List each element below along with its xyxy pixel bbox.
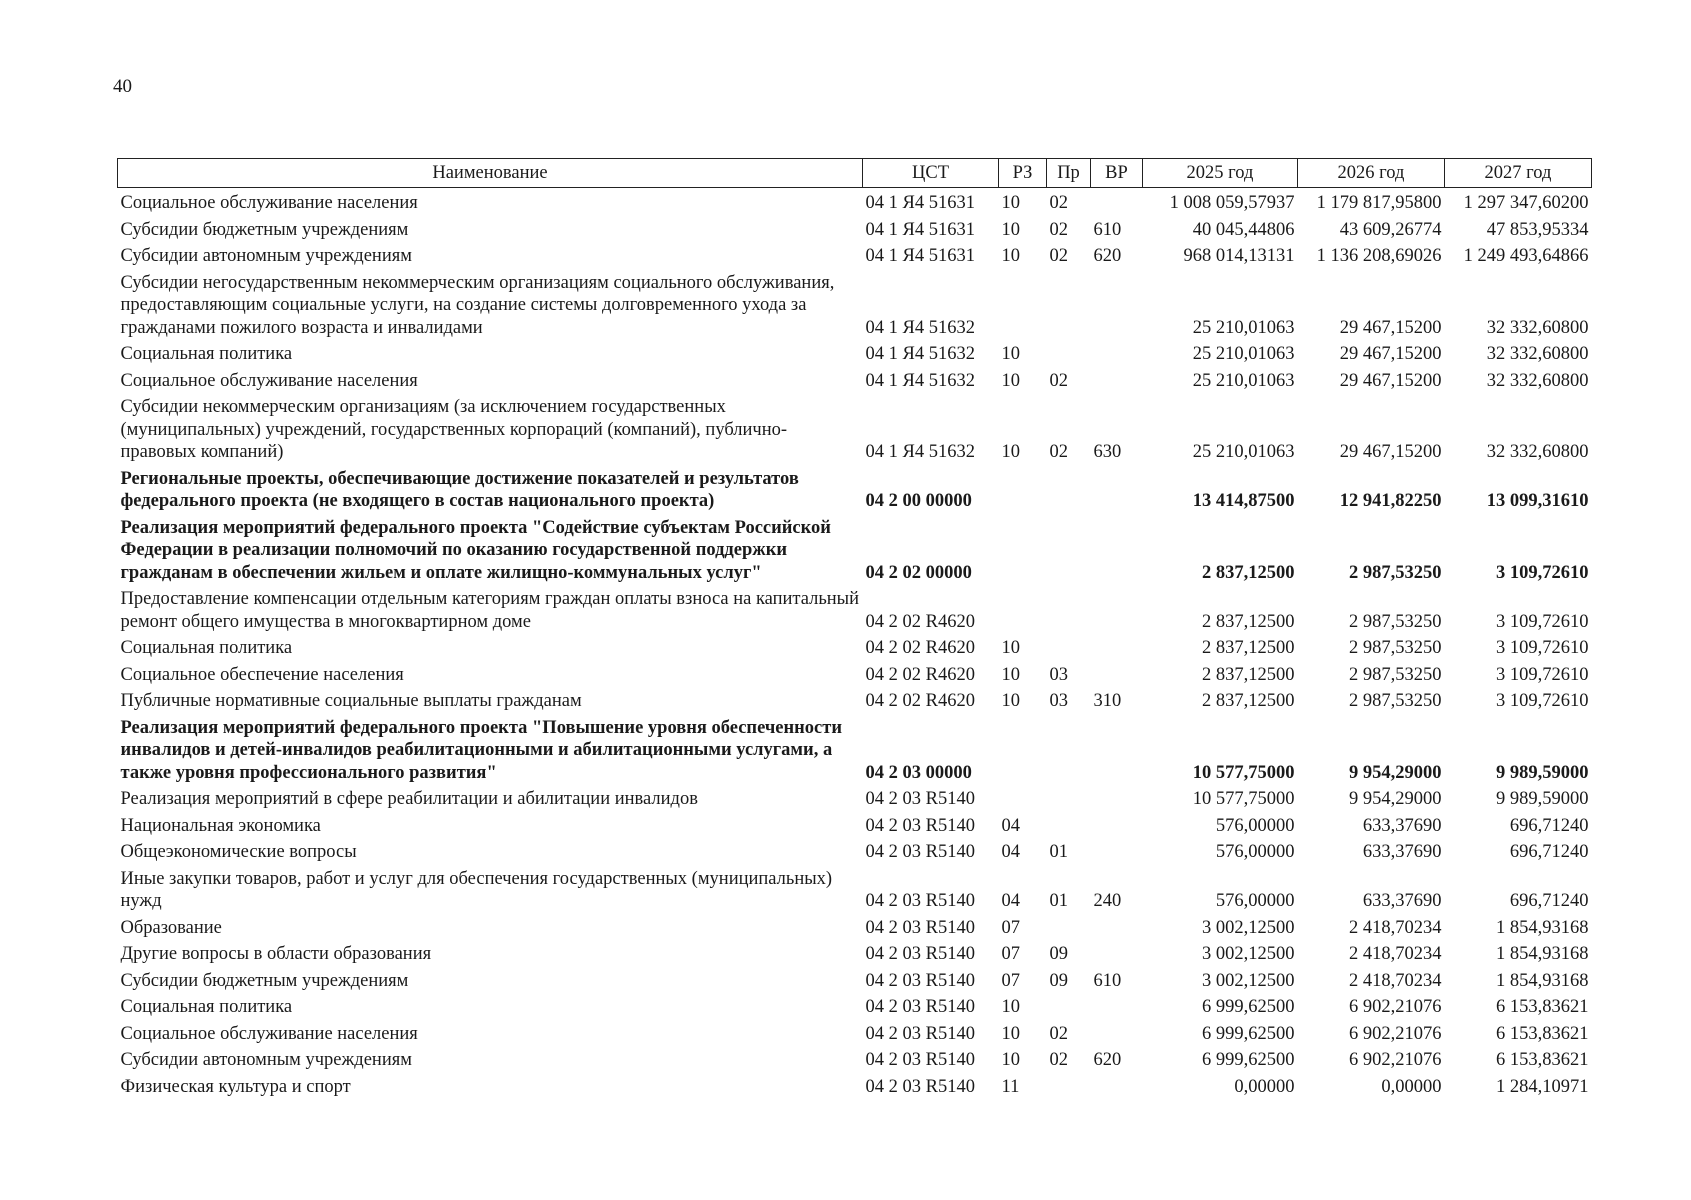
row-2026: 29 467,15200 (1339, 317, 1442, 338)
row-vr (1091, 339, 1143, 366)
row-name: Национальная экономика (120, 815, 321, 836)
row-2027: 6 153,83621 (1496, 997, 1589, 1017)
budget-table (117, 158, 1592, 1098)
table-row (118, 268, 1592, 340)
row-2025: 2 837,12500 (1202, 691, 1295, 711)
header-2027: 2027 год (1445, 159, 1592, 188)
row-cst: 04 2 02 R4620 (865, 611, 975, 632)
row-2025: 968 014,13131 (1183, 246, 1295, 266)
table-row (118, 215, 1592, 242)
table-row (118, 939, 1592, 966)
row-cst: 04 2 03 R5140 (865, 842, 975, 862)
row-2027: 32 332,60800 (1486, 317, 1589, 338)
row-name: Субсидии автономным учреждениям (120, 246, 412, 266)
row-rz (999, 464, 1047, 513)
row-pr: 09 (1049, 970, 1068, 991)
table-row (118, 864, 1592, 913)
row-2025: 10 577,75000 (1192, 789, 1295, 809)
row-2026: 6 902,21076 (1349, 997, 1442, 1017)
row-2026: 633,37690 (1362, 815, 1442, 836)
row-vr (1091, 464, 1143, 513)
row-2027: 3 109,72610 (1496, 562, 1589, 583)
row-rz (999, 784, 1047, 811)
row-cst: 04 2 03 R5140 (865, 891, 975, 911)
row-2026: 2 987,53250 (1349, 611, 1442, 632)
row-vr (1091, 1019, 1143, 1046)
table-row (118, 1072, 1592, 1099)
row-2027: 9 989,59000 (1496, 789, 1589, 809)
row-rz: 10 (1001, 997, 1020, 1017)
row-2025: 3 002,12500 (1202, 944, 1295, 964)
row-cst: 04 2 03 R5140 (865, 997, 975, 1017)
row-2026: 2 987,53250 (1349, 691, 1442, 711)
table-row (118, 513, 1592, 585)
row-pr: 02 (1049, 442, 1068, 462)
row-2026: 29 467,15200 (1339, 442, 1442, 462)
row-rz (999, 713, 1047, 785)
row-2027: 696,71240 (1509, 815, 1589, 836)
row-name: Социальное обслуживание населения (120, 193, 418, 213)
row-name: Иные закупки товаров, работ и услуг для обеспечения государственных (муниципальных) нужд (120, 868, 833, 911)
row-rz: 10 (1001, 344, 1020, 364)
header-pr: Пр (1047, 159, 1091, 188)
row-rz (999, 513, 1047, 585)
row-2027: 696,71240 (1509, 891, 1589, 911)
row-2025: 40 045,44806 (1192, 219, 1295, 240)
row-2027: 3 109,72610 (1496, 664, 1589, 685)
row-2026: 2 418,70234 (1349, 917, 1442, 938)
row-rz: 10 (1001, 1050, 1020, 1070)
row-rz: 10 (1001, 691, 1020, 711)
row-pr: 01 (1049, 891, 1068, 911)
header-2025: 2025 год (1143, 159, 1298, 188)
row-rz: 10 (1001, 370, 1020, 391)
row-rz: 07 (1001, 917, 1020, 938)
row-name: Субсидии негосударственным некоммерческим организациям социального обслуживания, предоставляющим социальные услуги, на создание системы долговременного ухода за гражданами пожилого возраста и инвалидами (120, 272, 835, 338)
row-pr (1047, 464, 1091, 513)
row-pr (1047, 811, 1091, 838)
row-name: Субсидии автономным учреждениям (120, 1050, 412, 1070)
row-pr (1047, 784, 1091, 811)
row-2025: 6 999,62500 (1202, 1050, 1295, 1070)
row-2027: 6 153,83621 (1496, 1050, 1589, 1070)
row-2025: 25 210,01063 (1192, 317, 1295, 338)
row-rz: 11 (1001, 1076, 1020, 1097)
row-cst: 04 2 03 R5140 (865, 917, 975, 938)
row-vr (1091, 513, 1143, 585)
row-vr (1091, 713, 1143, 785)
row-rz: 10 (1001, 638, 1020, 658)
row-2026: 9 954,29000 (1349, 762, 1442, 783)
row-pr (1047, 713, 1091, 785)
table-row (118, 339, 1592, 366)
row-name: Общеэкономические вопросы (120, 842, 357, 862)
row-pr (1047, 584, 1091, 633)
row-pr: 02 (1049, 219, 1068, 240)
table-row (118, 392, 1592, 464)
row-name: Предоставление компенсации отдельным категориям граждан оплаты взноса на капитальный ремонт общего имущества в многоквартирном доме (120, 589, 860, 632)
row-2026: 6 902,21076 (1349, 1023, 1442, 1044)
row-2026: 12 941,82250 (1339, 491, 1442, 511)
row-cst: 04 1 Я4 51632 (865, 442, 975, 462)
header-2026: 2026 год (1298, 159, 1445, 188)
row-2025: 3 002,12500 (1202, 970, 1295, 991)
row-2027: 1 854,93168 (1496, 917, 1589, 938)
row-pr: 09 (1049, 944, 1068, 964)
row-vr (1091, 784, 1143, 811)
row-vr (1091, 188, 1143, 215)
row-cst: 04 1 Я4 51631 (865, 246, 975, 266)
row-cst: 04 2 03 R5140 (865, 1050, 975, 1070)
row-pr: 02 (1049, 193, 1068, 213)
row-name: Социальное обеспечение населения (120, 664, 404, 685)
row-2025: 6 999,62500 (1202, 997, 1295, 1017)
row-name: Социальное обслуживание населения (120, 1023, 418, 1044)
row-cst: 04 2 02 R4620 (865, 691, 975, 711)
row-vr (1091, 584, 1143, 633)
row-rz: 04 (1001, 891, 1020, 911)
table-row (118, 713, 1592, 785)
row-2025: 10 577,75000 (1192, 762, 1295, 783)
page-number: 40 (113, 76, 132, 97)
row-2025: 25 210,01063 (1192, 370, 1295, 391)
row-rz (999, 268, 1047, 340)
row-name: Субсидии бюджетным учреждениям (120, 219, 409, 240)
row-cst: 04 2 03 R5140 (865, 944, 975, 964)
row-name: Региональные проекты, обеспечивающие достижение показателей и результатов федерального проекта (не входящего в состав национального проекта) (120, 468, 799, 511)
table-row (118, 686, 1592, 713)
table-row (118, 784, 1592, 811)
row-vr (1091, 811, 1143, 838)
row-2027: 3 109,72610 (1496, 691, 1589, 711)
row-2026: 633,37690 (1362, 891, 1442, 911)
row-2025: 2 837,12500 (1202, 638, 1295, 658)
row-name: Субсидии бюджетным учреждениям (120, 970, 409, 991)
row-vr (1091, 633, 1143, 660)
table-row (118, 633, 1592, 660)
row-cst: 04 2 03 R5140 (865, 1023, 975, 1044)
row-vr (1091, 992, 1143, 1019)
header-cst: ЦСТ (863, 159, 999, 188)
row-pr (1047, 513, 1091, 585)
row-rz: 10 (1001, 1023, 1020, 1044)
row-2026: 6 902,21076 (1349, 1050, 1442, 1070)
row-2027: 1 854,93168 (1496, 944, 1589, 964)
row-2027: 3 109,72610 (1496, 611, 1589, 632)
row-pr (1047, 1072, 1091, 1099)
row-cst: 04 1 Я4 51632 (865, 344, 975, 364)
row-2027: 9 989,59000 (1496, 762, 1589, 783)
row-name: Реализация мероприятий федерального проекта "Содействие субъектам Российской Федерации в реализации полномочий по оказанию государственной поддержки гражданам в обеспечении жильем и оплате жилищно-коммунальных услуг" (120, 517, 831, 583)
row-cst: 04 2 00 00000 (865, 491, 972, 511)
row-vr: 240 (1093, 891, 1122, 911)
row-cst: 04 2 02 R4620 (865, 638, 975, 658)
row-2025: 25 210,01063 (1192, 442, 1295, 462)
row-cst: 04 2 03 R5140 (865, 815, 975, 836)
table-row (118, 1019, 1592, 1046)
row-2026: 29 467,15200 (1339, 370, 1442, 391)
table-row (118, 913, 1592, 940)
table-row (118, 811, 1592, 838)
row-2026: 2 987,53250 (1349, 664, 1442, 685)
row-name: Публичные нормативные социальные выплаты гражданам (120, 691, 582, 711)
row-vr (1091, 366, 1143, 393)
row-vr: 620 (1093, 246, 1122, 266)
table-row (118, 464, 1592, 513)
row-cst: 04 2 03 R5140 (865, 970, 975, 991)
row-2027: 32 332,60800 (1486, 370, 1589, 391)
row-vr (1091, 939, 1143, 966)
row-cst: 04 2 02 R4620 (865, 664, 975, 685)
row-2025: 1 008 059,57937 (1169, 193, 1295, 213)
row-vr (1091, 660, 1143, 687)
row-pr (1047, 633, 1091, 660)
row-2027: 32 332,60800 (1486, 442, 1589, 462)
table-row (118, 584, 1592, 633)
table-row (118, 966, 1592, 993)
header-vr: ВР (1091, 159, 1143, 188)
row-pr (1047, 913, 1091, 940)
row-pr: 02 (1049, 370, 1068, 391)
row-rz (999, 584, 1047, 633)
row-pr: 03 (1049, 691, 1068, 711)
row-2027: 32 332,60800 (1486, 344, 1589, 364)
row-cst: 04 2 03 00000 (865, 762, 972, 783)
row-2026: 2 987,53250 (1349, 638, 1442, 658)
row-name: Реализация мероприятий в сфере реабилитации и абилитации инвалидов (120, 789, 698, 809)
row-2026: 1 179 817,95800 (1316, 193, 1442, 213)
row-2025: 576,00000 (1215, 815, 1295, 836)
row-rz: 10 (1001, 442, 1020, 462)
row-vr: 620 (1093, 1050, 1122, 1070)
row-rz: 10 (1001, 246, 1020, 266)
row-2025: 3 002,12500 (1202, 917, 1295, 938)
row-name: Физическая культура и спорт (120, 1076, 351, 1097)
row-vr (1091, 837, 1143, 864)
header-name: Наименование (118, 159, 863, 188)
row-2026: 43 609,26774 (1339, 219, 1442, 240)
row-2025: 0,00000 (1234, 1076, 1295, 1097)
row-vr: 610 (1093, 219, 1122, 240)
table-row (118, 992, 1592, 1019)
table-row (118, 241, 1592, 268)
row-vr (1091, 268, 1143, 340)
row-2026: 633,37690 (1362, 842, 1442, 862)
row-cst: 04 1 Я4 51632 (865, 317, 975, 338)
row-pr: 03 (1049, 664, 1068, 685)
row-pr: 02 (1049, 1050, 1068, 1070)
row-vr: 630 (1093, 442, 1122, 462)
table-body (118, 188, 1592, 1099)
row-2025: 2 837,12500 (1202, 562, 1295, 583)
row-rz: 10 (1001, 193, 1020, 213)
row-2027: 1 284,10971 (1496, 1076, 1589, 1097)
row-vr (1091, 913, 1143, 940)
row-2025: 2 837,12500 (1202, 611, 1295, 632)
row-pr (1047, 992, 1091, 1019)
table-row (118, 188, 1592, 215)
row-vr (1091, 1072, 1143, 1099)
header-rz: РЗ (999, 159, 1047, 188)
row-2026: 29 467,15200 (1339, 344, 1442, 364)
row-2027: 696,71240 (1509, 842, 1589, 862)
row-vr: 310 (1093, 691, 1122, 711)
row-pr: 01 (1049, 842, 1068, 862)
row-2026: 1 136 208,69026 (1316, 246, 1442, 266)
table-row (118, 660, 1592, 687)
row-2027: 6 153,83621 (1496, 1023, 1589, 1044)
row-2025: 6 999,62500 (1202, 1023, 1295, 1044)
row-2027: 47 853,95334 (1486, 219, 1589, 240)
row-pr: 02 (1049, 1023, 1068, 1044)
row-name: Социальная политика (120, 638, 293, 658)
row-pr: 02 (1049, 246, 1068, 266)
row-2027: 1 854,93168 (1496, 970, 1589, 991)
row-name: Социальное обслуживание населения (120, 370, 418, 391)
row-2026: 2 418,70234 (1349, 970, 1442, 991)
table-header-row (118, 159, 1592, 188)
row-name: Социальная политика (120, 344, 293, 364)
table-row (118, 366, 1592, 393)
row-rz: 04 (1001, 815, 1020, 836)
row-rz: 04 (1001, 842, 1020, 862)
row-2027: 13 099,31610 (1486, 491, 1589, 511)
row-rz: 07 (1001, 970, 1020, 991)
row-name: Реализация мероприятий федерального проекта "Повышение уровня обеспеченности инвалидов и детей-инвалидов реабилитационными и абилитационными услугами, а также уровня профессионального развития" (120, 717, 842, 783)
row-cst: 04 1 Я4 51631 (865, 193, 975, 213)
row-name: Другие вопросы в области образования (120, 944, 432, 964)
row-2025: 2 837,12500 (1202, 664, 1295, 685)
row-2025: 576,00000 (1215, 842, 1295, 862)
row-name: Субсидии некоммерческим организациям (за исключением государственных (муниципальных) учреждений, государственных корпораций (компаний), публично-правовых компаний) (120, 397, 788, 462)
table-row (118, 1045, 1592, 1072)
row-cst: 04 2 03 R5140 (865, 1076, 975, 1097)
row-rz: 10 (1001, 219, 1020, 240)
table-row (118, 837, 1592, 864)
row-cst: 04 1 Я4 51632 (865, 370, 975, 391)
row-2027: 1 249 493,64866 (1463, 246, 1589, 266)
row-2026: 2 418,70234 (1349, 944, 1442, 964)
row-cst: 04 2 03 R5140 (865, 789, 975, 809)
row-2027: 1 297 347,60200 (1463, 193, 1589, 213)
row-cst: 04 2 02 00000 (865, 562, 972, 583)
row-2026: 2 987,53250 (1349, 562, 1442, 583)
row-vr: 610 (1093, 970, 1122, 991)
row-2025: 13 414,87500 (1192, 491, 1295, 511)
row-rz: 07 (1001, 944, 1020, 964)
row-2027: 3 109,72610 (1496, 638, 1589, 658)
row-2026: 0,00000 (1381, 1076, 1442, 1097)
row-pr (1047, 268, 1091, 340)
row-cst: 04 1 Я4 51631 (865, 219, 975, 240)
row-rz: 10 (1001, 664, 1020, 685)
row-2025: 576,00000 (1215, 891, 1295, 911)
row-name: Социальная политика (120, 997, 293, 1017)
row-2025: 25 210,01063 (1192, 344, 1295, 364)
row-name: Образование (120, 917, 222, 938)
row-pr (1047, 339, 1091, 366)
row-2026: 9 954,29000 (1349, 789, 1442, 809)
